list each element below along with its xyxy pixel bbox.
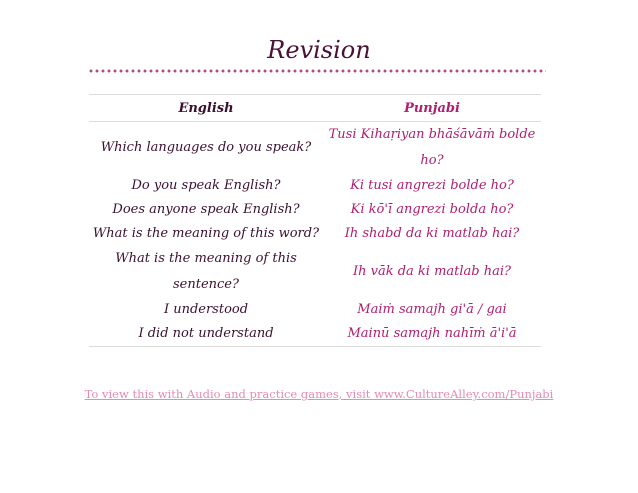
english-phrase: I did not understand [89,322,323,347]
table-row [89,222,541,246]
vocabulary-table [89,94,541,347]
english-phrase: What is the meaning of this sentence? [115,251,297,292]
table-header-row [89,95,541,122]
punjabi-phrase: Maiṁ samajh gi'ā / gai [357,302,507,317]
punjabi-phrase: Tusi Kihaṛiyan bhāśāvāṁ bolde ho? [328,127,536,168]
punjabi-phrase: Ih shabd da ki matlab hai? [344,226,520,241]
english-phrase: Does anyone speak English? [112,202,300,217]
table-row [89,198,541,222]
punjabi-phrase: Ki tusi angrezi bolde ho? [350,178,514,193]
dotted-divider [88,68,546,74]
punjabi-phrase: Mainū samajh nahīṁ ā'i'ā [323,322,541,347]
english-phrase: Do you speak English? [131,178,281,193]
column-header-punjabi: Punjabi [323,95,541,122]
table-row [89,246,541,298]
english-phrase: Which languages do you speak? [100,140,312,155]
table-row [89,298,541,322]
punjabi-phrase: Ih vāk da ki matlab hai? [352,264,512,279]
english-phrase: I understood [163,302,249,317]
table-row [89,174,541,198]
table-row [89,322,541,347]
culturealley-link[interactable]: To view this with Audio and practice games, visit www.CultureAlley.com/Punjabi [84,387,554,401]
english-phrase: What is the meaning of this word? [92,226,320,241]
column-header-english: English [89,95,323,122]
slide-title: Revision [267,36,371,64]
punjabi-phrase: Ki kō'ī angrezi bolda ho? [350,202,514,217]
table-row [89,122,541,175]
